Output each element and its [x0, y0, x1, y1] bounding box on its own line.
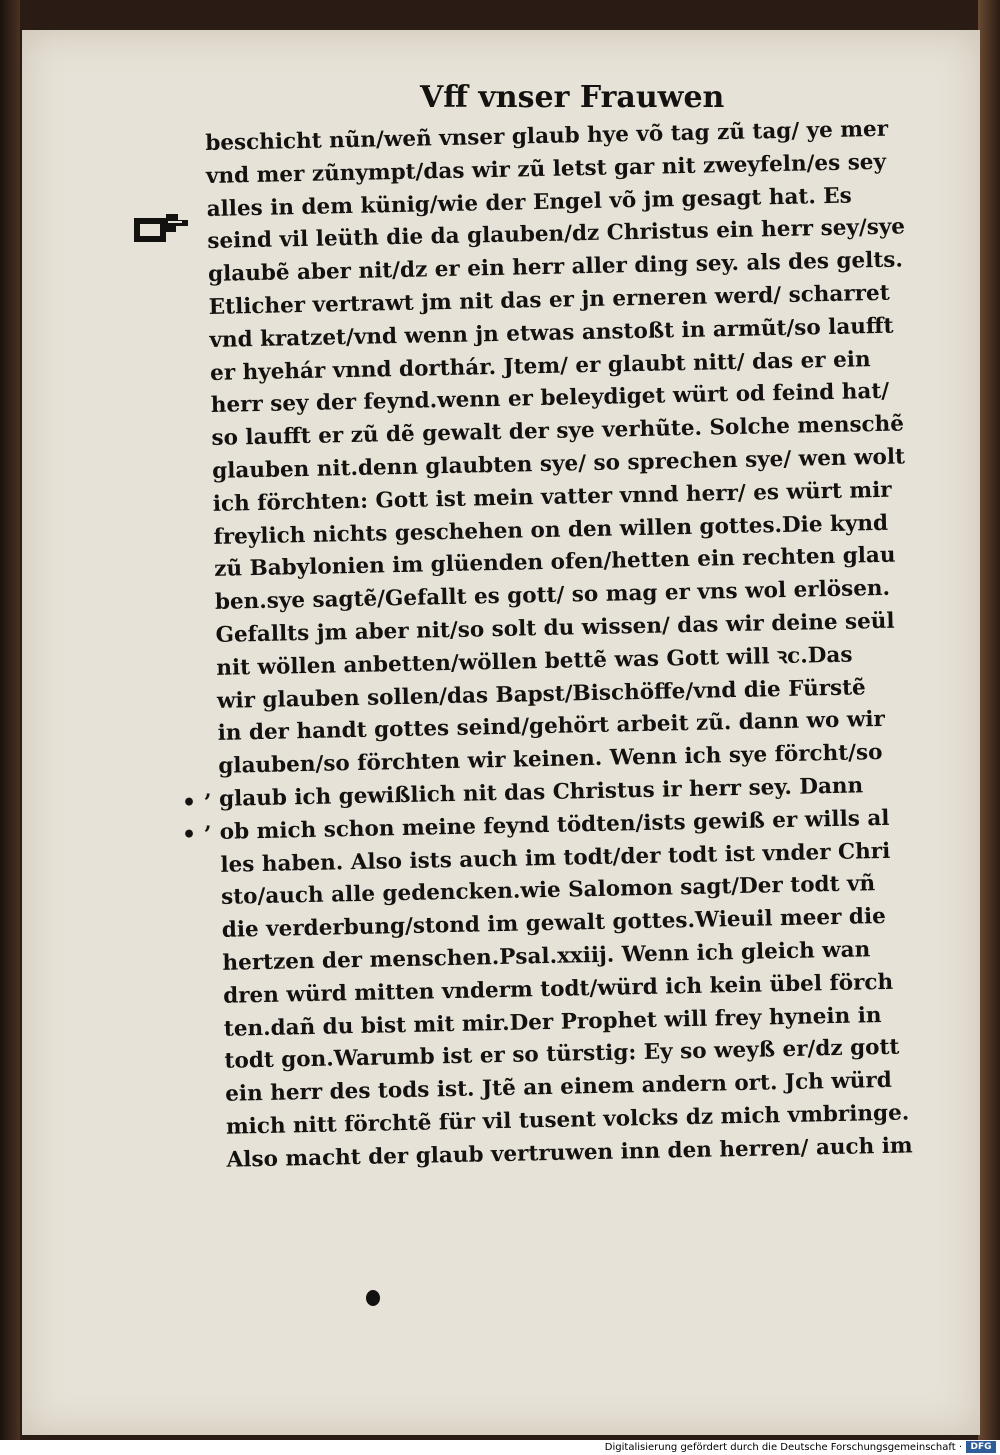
text-line: so laufft er zũ dẽ gewalt der sye verhũte. Solche menschẽ [211, 411, 905, 452]
text-line: Gefallts jm aber nit/so solt du wissen/ das wir deine seül [215, 608, 895, 648]
text-line: alles in dem künig/wie der Engel võ jm gesagt hat. Es [206, 183, 853, 222]
text-line: herr sey der feynd.wenn er beleydiget würt od feind hat/ [210, 379, 890, 419]
page-text-block [205, 112, 987, 1177]
text-line: ob mich schon meine feynd tödten/ists gewiß er wills al [219, 805, 890, 845]
text-line: ten.dañ du bist mit mir.Der Prophet will frey hynein in [223, 1002, 882, 1042]
text-line: les haben. Also ists auch im todt/der todt ist vnder Chri [220, 838, 891, 878]
pointing-hand-icon [132, 212, 190, 246]
page-edge-shadow [978, 0, 1000, 1440]
text-line: ich förchten: Gott ist mein vatter vnnd herr/ es würt mir [212, 477, 892, 517]
text-line: beschicht nũn/weñ vnser glaub hye võ tag zũ tag/ ye mer [205, 116, 889, 156]
text-line: ben.sye sagtẽ/Gefallt es gott/ so mag er vns wol erlösen. [214, 575, 891, 616]
text-line: Etlicher vertrawt jm nit das er jn erneren werd/ scharret [208, 280, 890, 320]
text-line: wir glauben sollen/das Bapst/Bischöffe/vnd die Fürstẽ [216, 674, 866, 714]
text-line: glaub ich gewißlich nit das Christus ir herr sey. Dann [218, 773, 864, 812]
text-line: ein herr des tods ist. Jtẽ an einem andern ort. Jch würd [224, 1067, 893, 1107]
dfg-logo: DFG [966, 1441, 996, 1453]
text-line: nit wöllen anbetten/wöllen bettẽ was Gott will ꝛc.Das [216, 642, 853, 681]
text-line: sto/auch alle gedencken.wie Salomon sagt/Der todt vñ [220, 871, 876, 911]
text-line: die verderbung/stond im gewalt gottes.Wieuil meer die [221, 904, 887, 943]
text-line: freylich nichts geschehen on den willen gottes.Die kynd [213, 510, 889, 550]
margin-quote-mark: • ’ [182, 822, 212, 848]
text-line: mich nitt förchtẽ für vil tusent volcks dz mich vmbringe. [225, 1100, 910, 1140]
text-line: seind vil leüth die da glauben/dz Christus ein herr sey/sye [207, 214, 906, 255]
text-line: glauben nit.denn glaubten sye/ so sprechen sye/ wen wolt [211, 444, 906, 484]
running-header: Vff vnser Frauwen [420, 80, 725, 115]
text-line: in der handt gottes seind/gehört arbeit zũ. dann wo wir [217, 707, 886, 747]
text-line: vnd kratzet/vnd wenn jn etwas anstoßt in armũt/so laufft [209, 313, 894, 353]
text-line: er hyehár vnnd dorthár. Jtem/ er glaubt nitt/ das er ein [209, 346, 871, 386]
text-line: dren würd mitten vnderm todt/würd ich kein übel förch [222, 969, 894, 1009]
digitization-footer [0, 1440, 1000, 1455]
text-line: Also macht der glaub vertruwen inn den herren/ auch im [226, 1133, 913, 1173]
text-line: vnd mer zũnympt/das wir zũ letst gar nit zweyfeln/es sey [205, 149, 887, 189]
margin-quote-mark: • ’ [182, 790, 212, 816]
text-line: todt gon.Warumb ist er so türstig: Ey so weyß er/dz gott [224, 1034, 900, 1075]
text-line: zũ Babylonien im glüenden ofen/hetten ein rechten glau [213, 542, 896, 583]
book-spine-shadow [0, 0, 20, 1440]
text-line: glauben/so förchten wir keinen. Wenn ich sye förcht/so [218, 740, 883, 779]
dfg-credit-text: Digitalisierung gefördert durch die Deutsche Forschungsgemeinschaft · [604, 1442, 962, 1453]
text-line: hertzen der menschen.Psal.xxiij. Wenn ich gleich wan [222, 937, 871, 976]
ink-spot [366, 1290, 380, 1306]
text-line: glaubẽ aber nit/dz er ein herr aller ding sey. als des gelts. [207, 247, 904, 288]
